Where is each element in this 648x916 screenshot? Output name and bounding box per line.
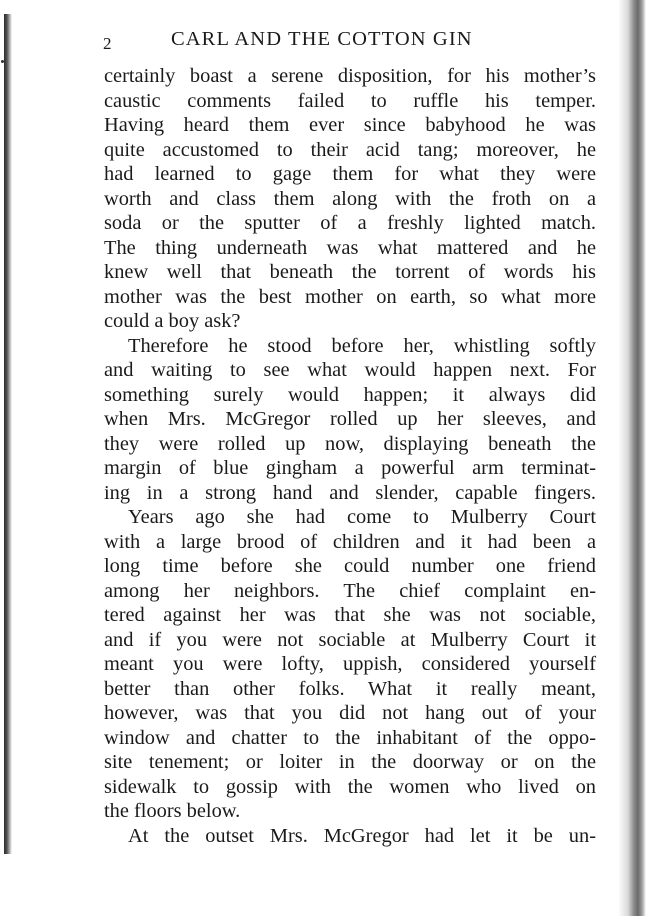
text-line: tered against her was that she was not sociable,	[104, 604, 596, 626]
text-line: could a boy ask?	[104, 310, 241, 332]
page-number: 2	[103, 34, 112, 53]
text-line: when Mrs. McGregor rolled up her sleeves, and	[104, 408, 596, 430]
text-line: Having heard them ever since babyhood he was	[104, 114, 596, 136]
text-line: among her neighbors. The chief complaint en-	[104, 579, 596, 602]
text-line: At the outset Mrs. McGregor had let it be un-	[128, 824, 596, 847]
text-line: The thing underneath was what mattered and he	[104, 236, 596, 259]
text-line: and waiting to see what would happen next. For	[104, 359, 596, 381]
scan-speck	[1, 60, 4, 63]
text-line: knew well that beneath the torrent of words his	[104, 261, 596, 283]
text-line: and if you were not sociable at Mulberry Court it	[104, 628, 596, 651]
text-line: certainly boast a serene disposition, for his mother’s	[104, 65, 596, 87]
page-header	[103, 26, 593, 60]
text-line: Therefore he stood before her, whistling softly	[128, 334, 596, 357]
text-line: Years ago she had come to Mulberry Court	[128, 506, 596, 528]
text-line: caustic comments failed to ruffle his temper.	[104, 89, 596, 112]
text-line: margin of blue gingham a powerful arm terminat-	[104, 457, 596, 479]
page-gutter-shadow	[4, 14, 12, 854]
text-line: window and chatter to the inhabitant of the oppo-	[104, 726, 596, 749]
text-line: sidewalk to gossip with the women who lived on	[104, 775, 596, 798]
text-line: they were rolled up now, displaying beneath the	[104, 432, 596, 455]
text-line: ing in a strong hand and slender, capable fingers.	[104, 481, 596, 504]
text-line: with a large brood of children and it had been a	[104, 530, 596, 553]
text-line: however, was that you did not hang out of your	[104, 702, 596, 724]
text-line: the floors below.	[104, 800, 241, 822]
text-line: mother was the best mother on earth, so what more	[104, 285, 596, 308]
text-line: long time before she could number one friend	[104, 555, 596, 577]
body-text	[104, 64, 596, 848]
text-line: worth and class them along with the froth on a	[104, 187, 596, 210]
text-line: quite accustomed to their acid tang; moreover, he	[104, 138, 596, 161]
text-line: something surely would happen; it always did	[104, 383, 596, 406]
text-line: site tenement; or loiter in the doorway or on the	[104, 751, 596, 773]
text-line: better than other folks. What it really meant,	[104, 677, 596, 700]
text-line: soda or the sputter of a freshly lighted match.	[104, 212, 596, 234]
running-title: CARL AND THE COTTON GIN	[171, 28, 473, 50]
page-edge-shadow	[618, 0, 648, 916]
text-line: had learned to gage them for what they were	[104, 163, 596, 185]
text-line: meant you were lofty, uppish, considered yourself	[104, 653, 596, 675]
